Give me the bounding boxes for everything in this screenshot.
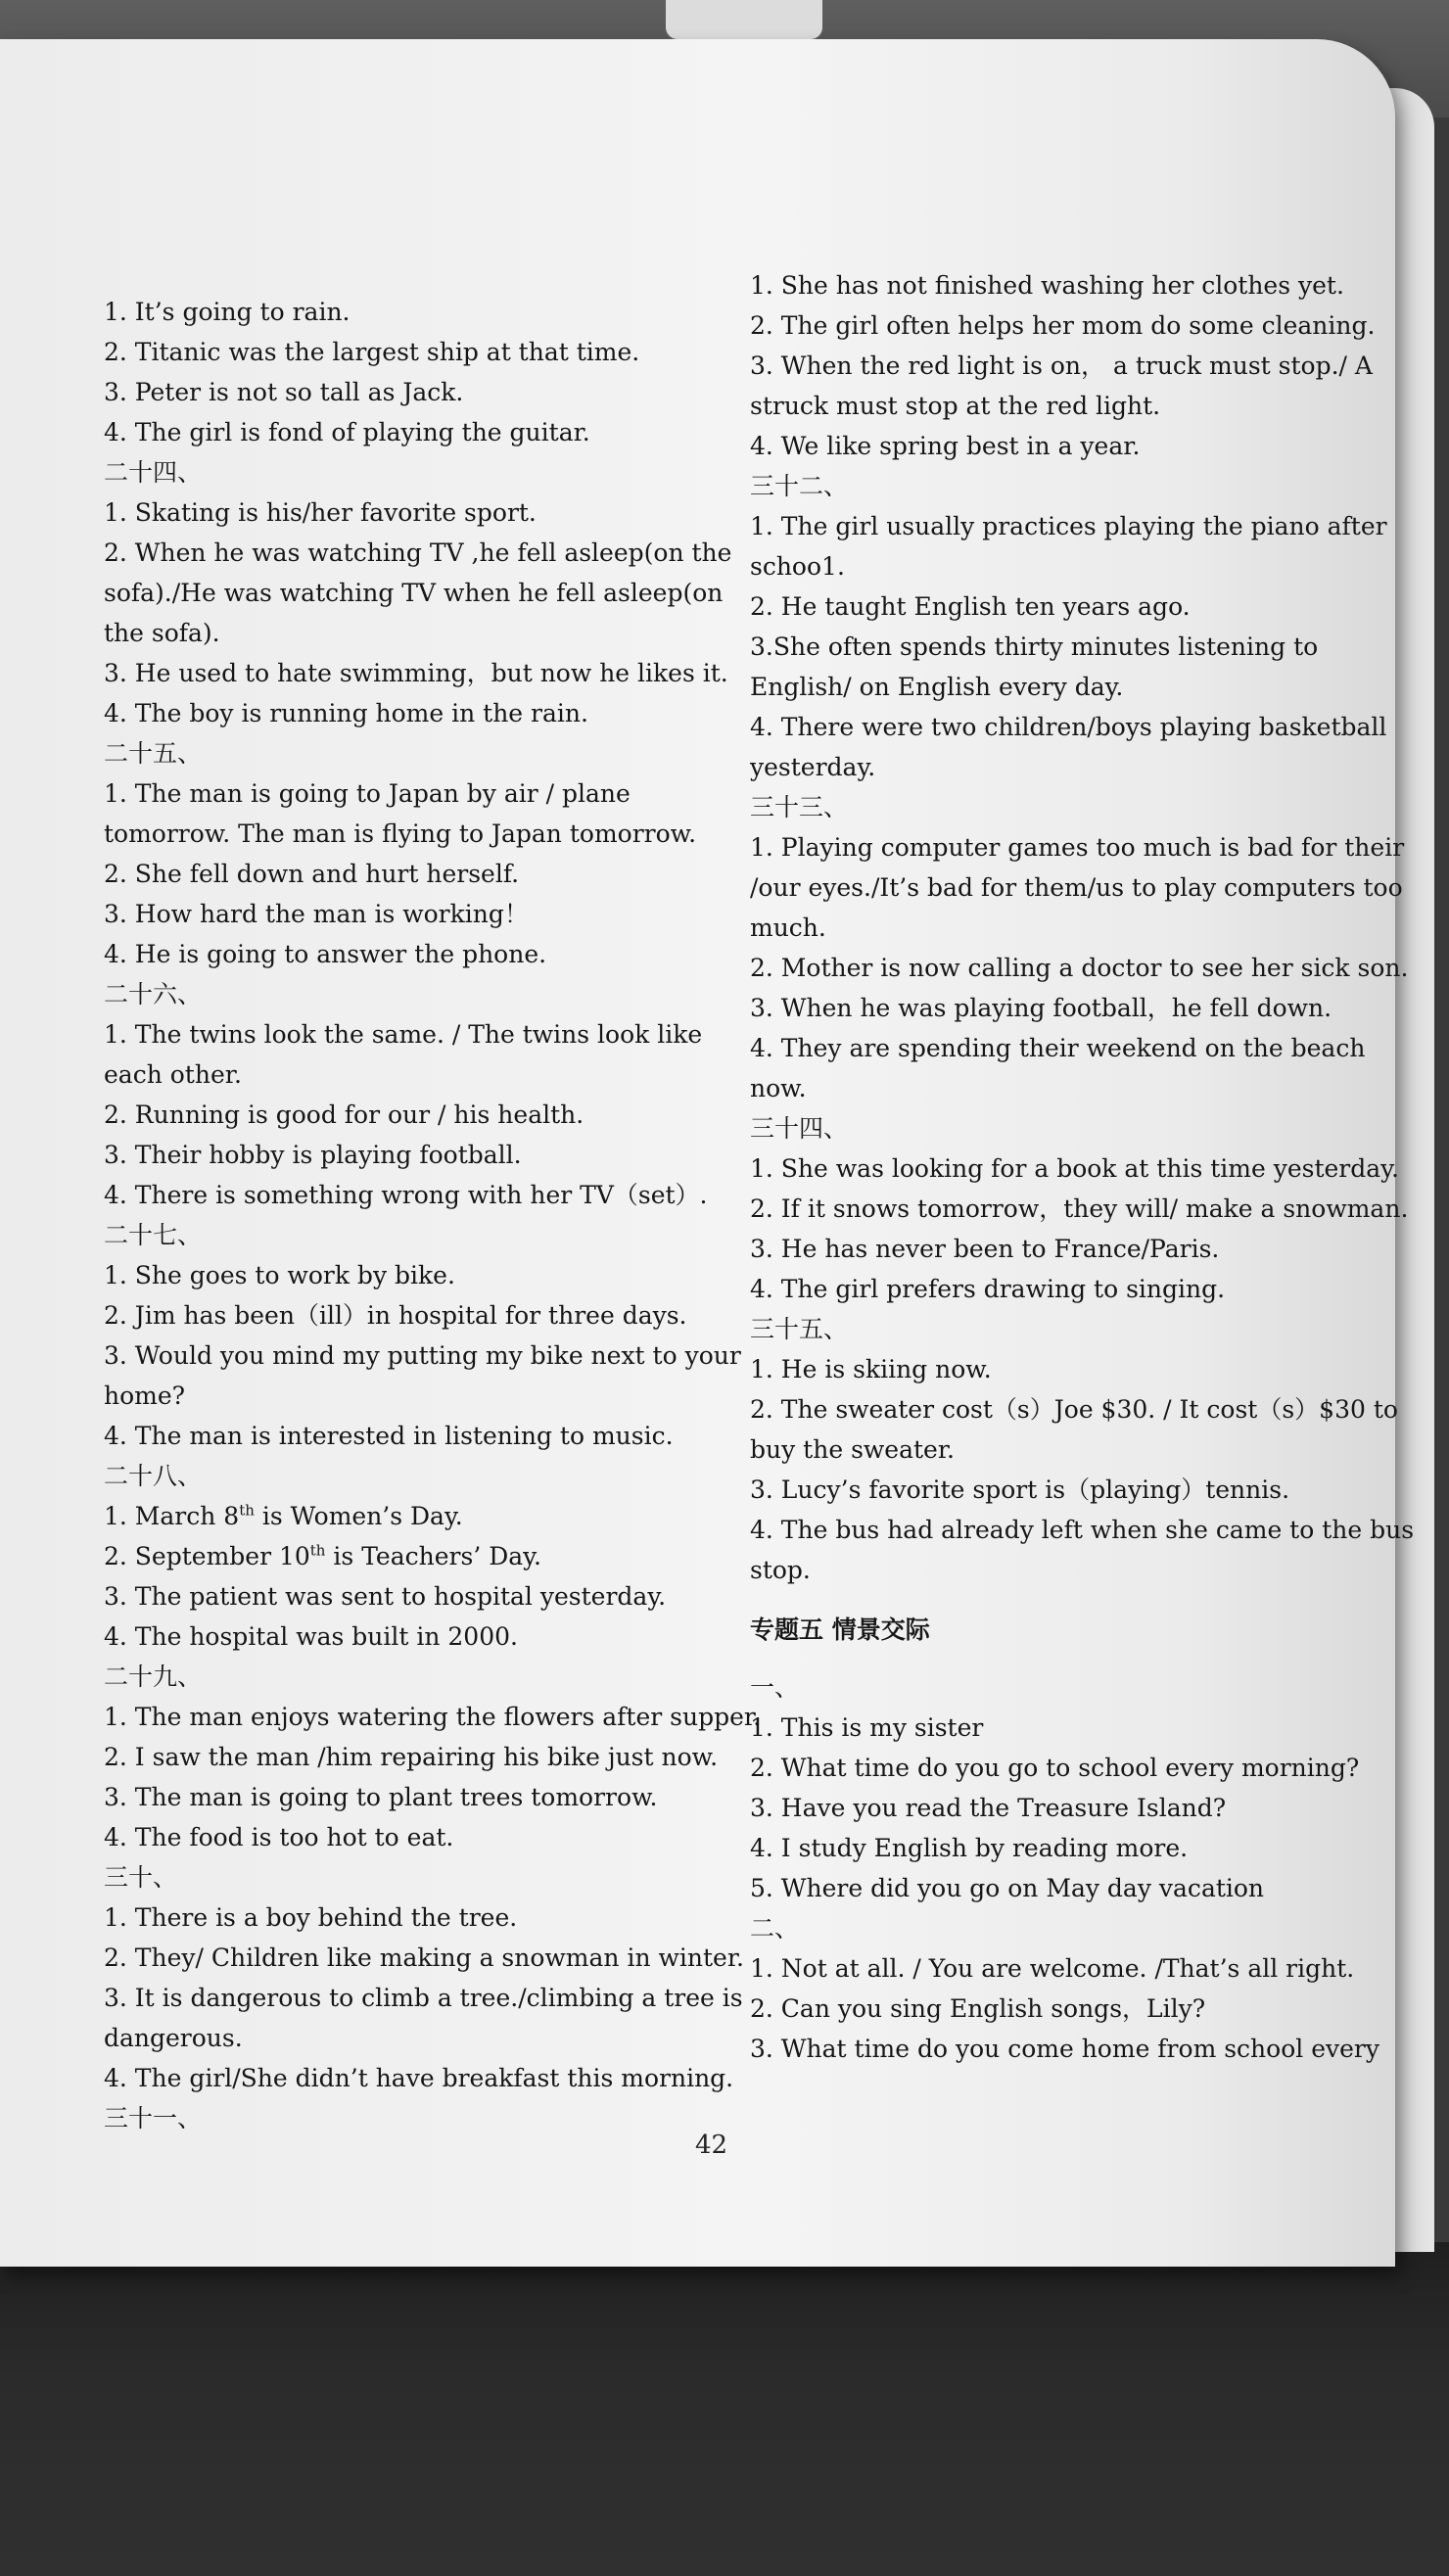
answer-line: 3. He has never been to France/Paris. [750,1235,1220,1263]
answer-line: 4. I study English by reading more. [750,1834,1189,1862]
answer-line: 3. Lucy’s favorite sport is（playing）tennis. [750,1475,1290,1504]
answer-line: 1. There is a boy behind the tree. [104,1903,518,1932]
answer-line: tomorrow. The man is flying to Japan tomorrow. [104,820,697,848]
answer-line: 三十五、 [750,1315,849,1343]
answer-line: 1. He is skiing now. [750,1355,992,1383]
answer-line: 三十三、 [750,793,849,821]
answer-line: now. [750,1074,807,1102]
answer-line: 3. The patient was sent to hospital yesterday. [104,1582,667,1611]
answer-line: 1. The twins look the same. / The twins look like [104,1020,703,1049]
answer-line: 3. When the red light is on， a truck must stop./ A [750,351,1373,380]
answer-line: 2. What time do you go to school every morning? [750,1754,1360,1782]
answer-line: 4. The girl is fond of playing the guitar. [104,418,590,446]
left-column [104,292,762,2138]
answer-line: 3. He used to hate swimming，but now he likes it. [104,659,728,687]
answer-line: 二十八、 [104,1462,203,1490]
answer-line: 4. The bus had already left when she came to the bus [750,1516,1415,1544]
answer-line: schoo1. [750,552,845,581]
answer-line: 2. Titanic was the largest ship at that time. [104,338,640,366]
answer-line: 3. How hard the man is working！ [104,900,529,928]
answer-line: 1. This is my sister [750,1713,984,1742]
page-number: 42 [695,2131,728,2160]
answer-line: 2. She fell down and hurt herself. [104,860,520,888]
section-title: 专题五 情景交际 [750,1616,930,1644]
answer-line: 二十六、 [104,980,203,1008]
answer-line: 3.She often spends thirty minutes listening to [750,632,1319,661]
answer-line: buy the sweater. [750,1435,955,1464]
answer-line: 二十五、 [104,739,203,768]
answer-line: 4. The girl/She didn’t have breakfast this morning. [104,2064,734,2092]
answer-line: 1. The girl usually practices playing the piano after [750,512,1387,540]
background-bottom [0,2242,1449,2576]
answer-line: 3. Would you mind my putting my bike next to your [104,1341,741,1370]
answer-line: 1. She was looking for a book at this time yesterday. [750,1154,1399,1183]
answer-line: 三十、 [104,1863,178,1892]
answer-line: 三十四、 [750,1114,849,1143]
answer-line: 2. Running is good for our / his health. [104,1101,584,1129]
answer-line: home? [104,1382,186,1410]
answer-line: 2. I saw the man /him repairing his bike just now. [104,1743,719,1771]
answer-line: 二十四、 [104,458,203,487]
answer-line: much. [750,913,826,942]
binder-clip [666,0,822,39]
answer-line: 2. Jim has been（ill）in hospital for three days. [104,1301,687,1330]
answer-line: 1. Not at all. / You are welcome. /That’s all right. [750,1954,1355,1983]
right-column-answers [750,265,1415,1590]
answer-line: the sofa). [104,619,220,647]
answer-line: 1. The man is going to Japan by air / plane [104,779,631,808]
answer-line: 3. The man is going to plant trees tomorrow. [104,1783,658,1811]
answer-line: 1. It’s going to rain. [104,298,351,326]
answer-line: 2. If it snows tomorrow，they will/ make a snowman. [750,1194,1409,1223]
answer-line: each other. [104,1060,242,1089]
answer-line: 3. Have you read the Treasure Island? [750,1794,1227,1822]
answer-line: 一、 [750,1673,800,1702]
right-column-dialog-answers [750,1667,1379,2069]
answer-line: yesterday. [750,753,876,781]
answer-line: 4. He is going to answer the phone. [104,940,547,968]
answer-line: struck must stop at the red light. [750,392,1161,420]
answer-line: 4. The man is interested in listening to music. [104,1422,674,1450]
answer-line: 3. It is dangerous to climb a tree./climbing a tree is [104,1984,743,2012]
answer-line: 4. The boy is running home in the rain. [104,699,588,727]
answer-line: 4. The food is too hot to eat. [104,1823,454,1851]
answer-line: 二、 [750,1914,800,1943]
answer-line: 1. March 8th is Women’s Day. [104,1501,463,1530]
answer-line: 2. He taught English ten years ago. [750,592,1191,621]
answer-line: 2. When he was watching TV ,he fell asleep(on the [104,539,732,567]
answer-line: 2. September 10th is Teachers’ Day. [104,1541,541,1570]
answer-line: 2. Mother is now calling a doctor to see her sick son. [750,954,1409,982]
answer-line: 二十七、 [104,1221,203,1249]
answer-line: /our eyes./It’s bad for them/us to play computers too [750,873,1403,902]
answer-line: 2. They/ Children like making a snowman in winter. [104,1944,744,1972]
answer-line: 3. Their hobby is playing football. [104,1141,522,1169]
answer-line: 2. Can you sing English songs，Lily? [750,1994,1206,2023]
answer-line: stop. [750,1556,811,1584]
answer-line: 1. Skating is his/her favorite sport. [104,498,537,527]
answer-line: dangerous. [104,2024,243,2052]
answer-line: 1. The man enjoys watering the flowers after supper. [104,1703,762,1731]
answer-line: 1. She has not finished washing her clothes yet. [750,271,1344,300]
answer-line: 二十九、 [104,1663,203,1691]
answer-line: 1. Playing computer games too much is bad for their [750,833,1405,862]
answer-line: 三十二、 [750,472,849,500]
answer-line: 2. The sweater cost（s）Joe $30. / It cost（s）$30 to [750,1395,1398,1424]
answer-line: 4. We like spring best in a year. [750,432,1141,460]
answer-line: 4. They are spending their weekend on the beach [750,1034,1366,1062]
answer-line: 3. Peter is not so tall as Jack. [104,378,464,406]
answer-line: 4. The girl prefers drawing to singing. [750,1275,1226,1303]
answer-line: 4. There is something wrong with her TV（set）. [104,1181,708,1209]
answer-line: sofa)./He was watching TV when he fell asleep(on [104,579,724,607]
answer-line: 4. There were two children/boys playing basketball [750,713,1387,741]
answer-line: 1. She goes to work by bike. [104,1261,455,1289]
right-column [750,265,1415,2069]
answer-line: 4. The hospital was built in 2000. [104,1622,518,1651]
answer-line: 3. When he was playing football，he fell down. [750,994,1332,1022]
answer-line: 5. Where did you go on May day vacation [750,1874,1265,1902]
answer-line: 三十一、 [104,2104,203,2132]
book-page [0,39,1415,2267]
answer-line: 2. The girl often helps her mom do some cleaning. [750,311,1376,340]
answer-line: 3. What time do you come home from school every [750,2035,1379,2063]
answer-line: English/ on English every day. [750,673,1124,701]
